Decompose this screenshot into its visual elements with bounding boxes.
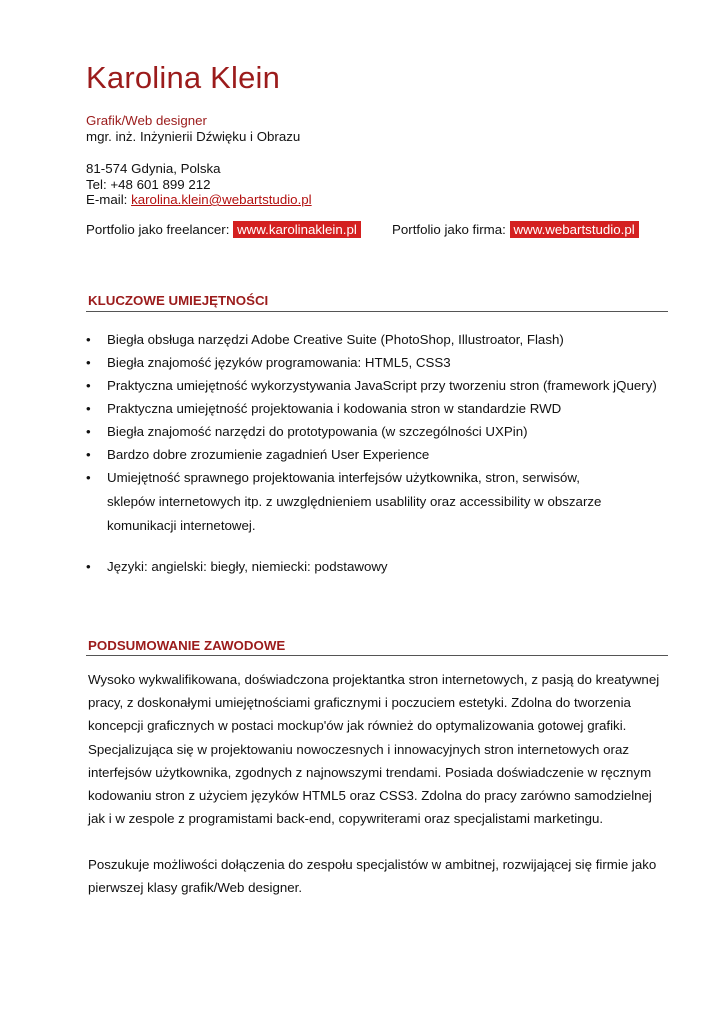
bullet-icon: • — [86, 378, 91, 393]
skills-divider — [86, 311, 668, 312]
address: 81-574 Gdynia, Polska — [86, 161, 221, 176]
list-item — [86, 328, 676, 351]
skill-text: Umiejętność sprawnego projektowania interfejsów użytkownika, stron, serwisów, sklepów internetowych itp. z uwzględnieniem usablility oraz accessibility w obszarze komunikacji internetowej. — [107, 470, 602, 533]
summary-divider — [86, 655, 668, 656]
skill-text: Bardzo dobre zrozumienie zagadnień User Experience — [107, 447, 430, 462]
skill-text: Praktyczna umiejętność wykorzystywania JavaScript przy tworzeniu stron (framework jQuery) — [107, 378, 657, 393]
list-item — [86, 351, 676, 374]
summary-paragraph-1: Wysoko wykwalifikowana, doświadczona projektantka stron internetowych, z pasją do kreatywnej pracy, z doskonałymi umiejętnościami graficznymi i poczuciem estetyki. Zdolna do tworzenia koncepcji graficznych w postaci mockup'ów jak również do optymalizowania gotowej grafiki. Specjalizująca się w projektowaniu nowoczesnych i innowacyjnych stron internetowych oraz interfejsów użytkownika, zgodnych z najnowszymi trendami. Posiada doświadczenie w ręcznym kodowaniu stron z użyciem języków HTML5 oraz CSS3. Zdolna do pracy zarówno samodzielnej jak i w zespole z programistami back-end, copywriterami oraz specjalistami marketingu. — [88, 672, 660, 827]
list-item — [86, 443, 676, 466]
email-link[interactable]: karolina.klein@webartstudio.pl — [131, 192, 312, 207]
skills-heading: KLUCZOWE UMIEJĘTNOŚCI — [88, 293, 269, 308]
email-row — [86, 192, 312, 207]
skill-text: Biegła znajomość narzędzi do prototypowania (w szczególności UXPin) — [107, 424, 528, 439]
phone: Tel: +48 601 899 212 — [86, 177, 211, 192]
degree: mgr. inż. Inżynierii Dźwięku i Obrazu — [86, 129, 301, 144]
bullet-icon: • — [86, 424, 91, 439]
list-item — [86, 466, 606, 538]
skill-text: Biegła obsługa narzędzi Adobe Creative Suite (PhotoShop, Illustroator, Flash) — [107, 332, 564, 347]
email-label: E-mail: — [86, 192, 132, 207]
bullet-icon: • — [86, 355, 91, 370]
bullet-icon: • — [86, 401, 91, 416]
list-item — [86, 374, 676, 397]
languages-text: Języki: angielski: biegły, niemiecki: podstawowy — [107, 559, 388, 574]
portfolio-freelancer-label: Portfolio jako freelancer: — [86, 222, 234, 237]
portfolio-company-label: Portfolio jako firma: — [392, 222, 510, 237]
portfolio-freelancer — [86, 222, 361, 237]
bullet-icon: • — [86, 447, 91, 462]
skill-text: Biegła znajomość języków programowania: HTML5, CSS3 — [107, 355, 451, 370]
portfolio-company — [392, 222, 639, 237]
portfolio-company-link[interactable]: www.webartstudio.pl — [510, 221, 639, 238]
skills-list — [86, 328, 676, 538]
languages-item — [86, 559, 388, 574]
list-item — [86, 420, 676, 443]
portfolio-freelancer-link[interactable]: www.karolinaklein.pl — [233, 221, 361, 238]
skill-text: Praktyczna umiejętność projektowania i kodowania stron w standardzie RWD — [107, 401, 562, 416]
job-title: Grafik/Web designer — [86, 113, 207, 128]
bullet-icon: • — [86, 470, 91, 485]
summary-heading: PODSUMOWANIE ZAWODOWE — [88, 638, 286, 653]
bullet-icon: • — [86, 332, 91, 347]
summary-paragraph-2: Poszukuje możliwości dołączenia do zespołu specjalistów w ambitnej, rozwijającej się firmie jako pierwszej klasy grafik/Web designer. — [88, 857, 657, 896]
list-item — [86, 397, 676, 420]
candidate-name: Karolina Klein — [86, 60, 281, 95]
bullet-icon: • — [86, 559, 91, 574]
